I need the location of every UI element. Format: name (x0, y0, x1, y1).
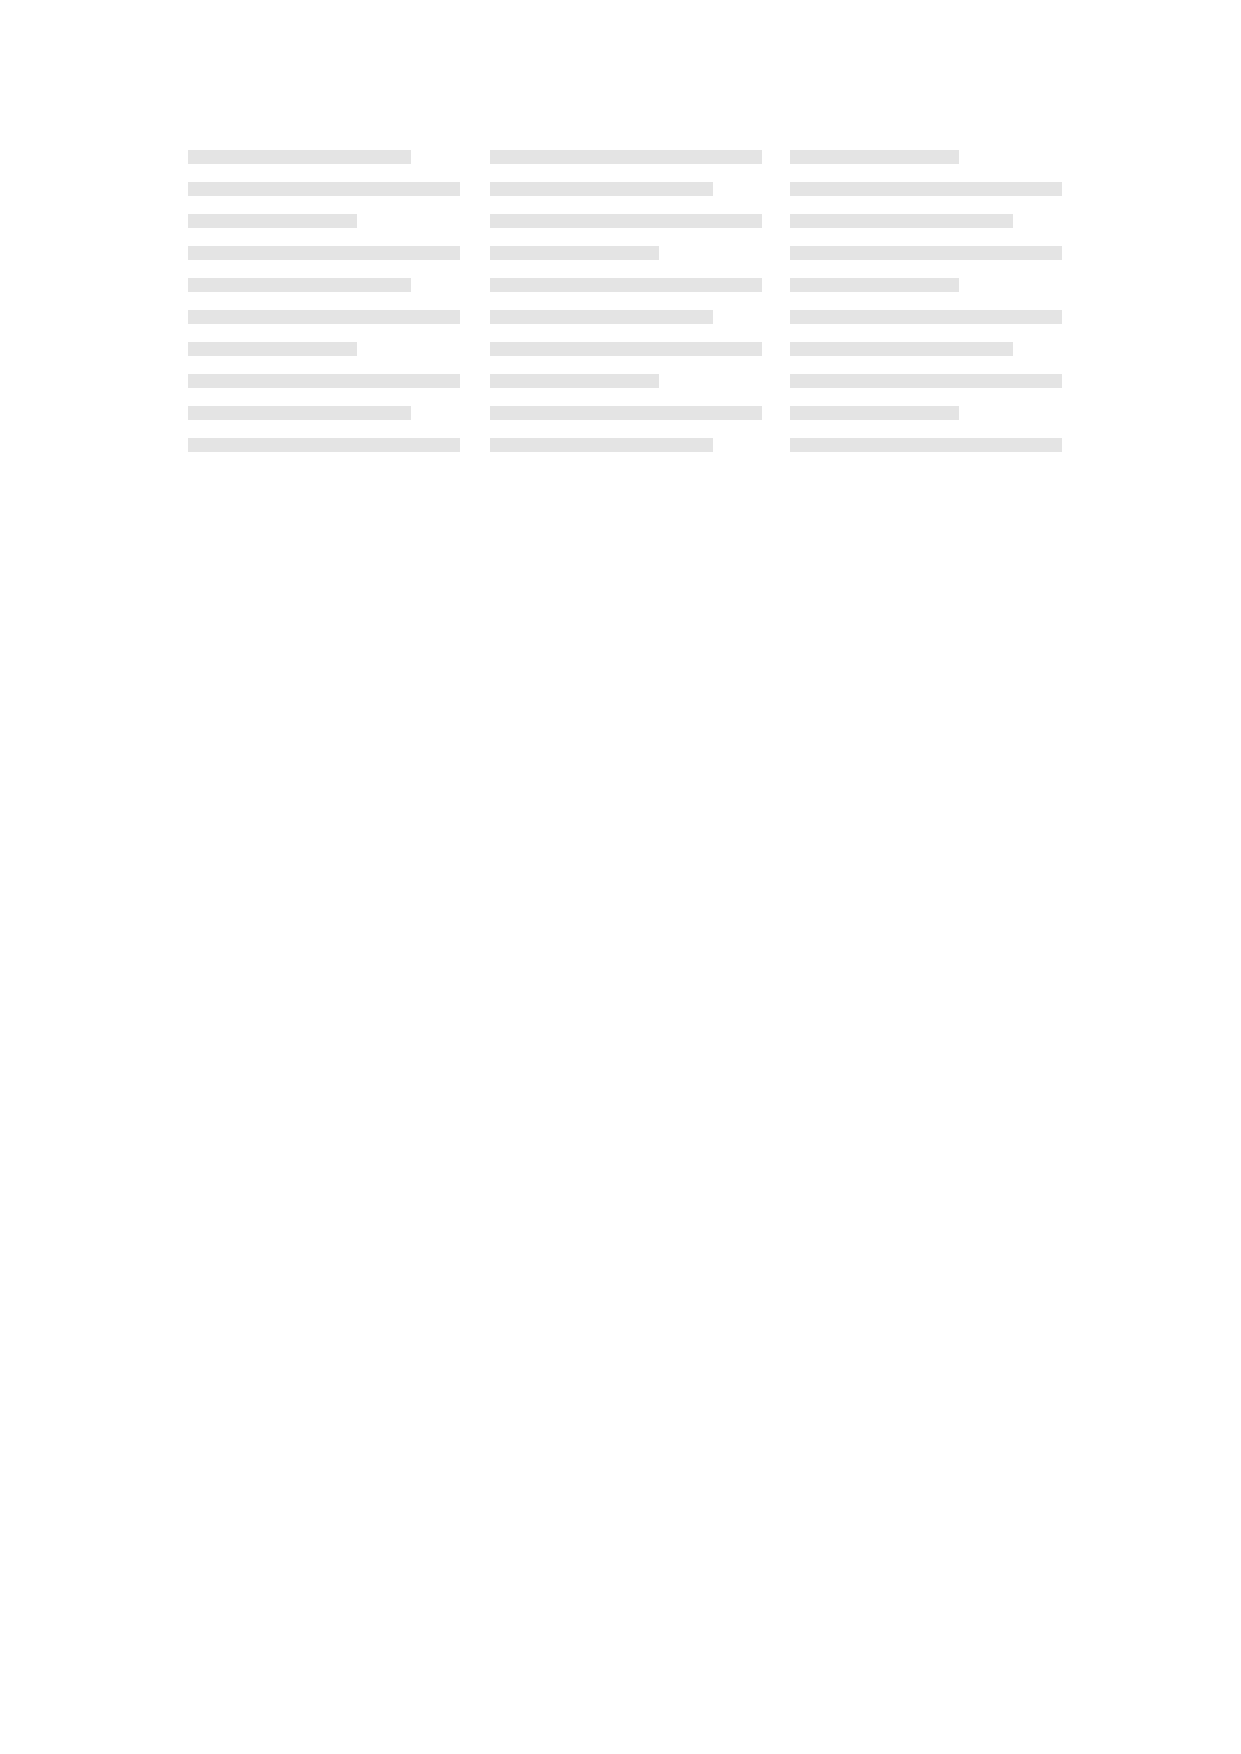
placeholder-line (790, 214, 1013, 228)
placeholder-line (490, 438, 713, 452)
placeholder-line (790, 438, 1062, 452)
placeholder-line (188, 182, 460, 196)
text-column-right (790, 150, 1062, 1580)
placeholder-line (790, 182, 1062, 196)
text-column-middle (490, 150, 762, 1580)
placeholder-line (188, 278, 411, 292)
placeholder-line (188, 406, 411, 420)
placeholder-line (790, 150, 959, 164)
placeholder-line (188, 310, 460, 324)
placeholder-line (188, 214, 357, 228)
placeholder-line (490, 214, 762, 228)
placeholder-line (188, 150, 411, 164)
placeholder-line (790, 278, 959, 292)
placeholder-line (790, 342, 1013, 356)
placeholder-line (490, 182, 713, 196)
placeholder-line (188, 342, 357, 356)
placeholder-line (490, 278, 762, 292)
placeholder-line (490, 342, 762, 356)
placeholder-line (188, 438, 460, 452)
placeholder-line (188, 374, 460, 388)
placeholder-line (490, 374, 659, 388)
placeholder-line (790, 246, 1062, 260)
placeholder-line (490, 310, 713, 324)
text-column-left (188, 150, 460, 1580)
placeholder-line (188, 246, 460, 260)
placeholder-line (790, 406, 959, 420)
placeholder-line (490, 406, 762, 420)
placeholder-line (790, 310, 1062, 324)
placeholder-line (490, 246, 659, 260)
placeholder-line (790, 374, 1062, 388)
placeholder-line (490, 150, 762, 164)
